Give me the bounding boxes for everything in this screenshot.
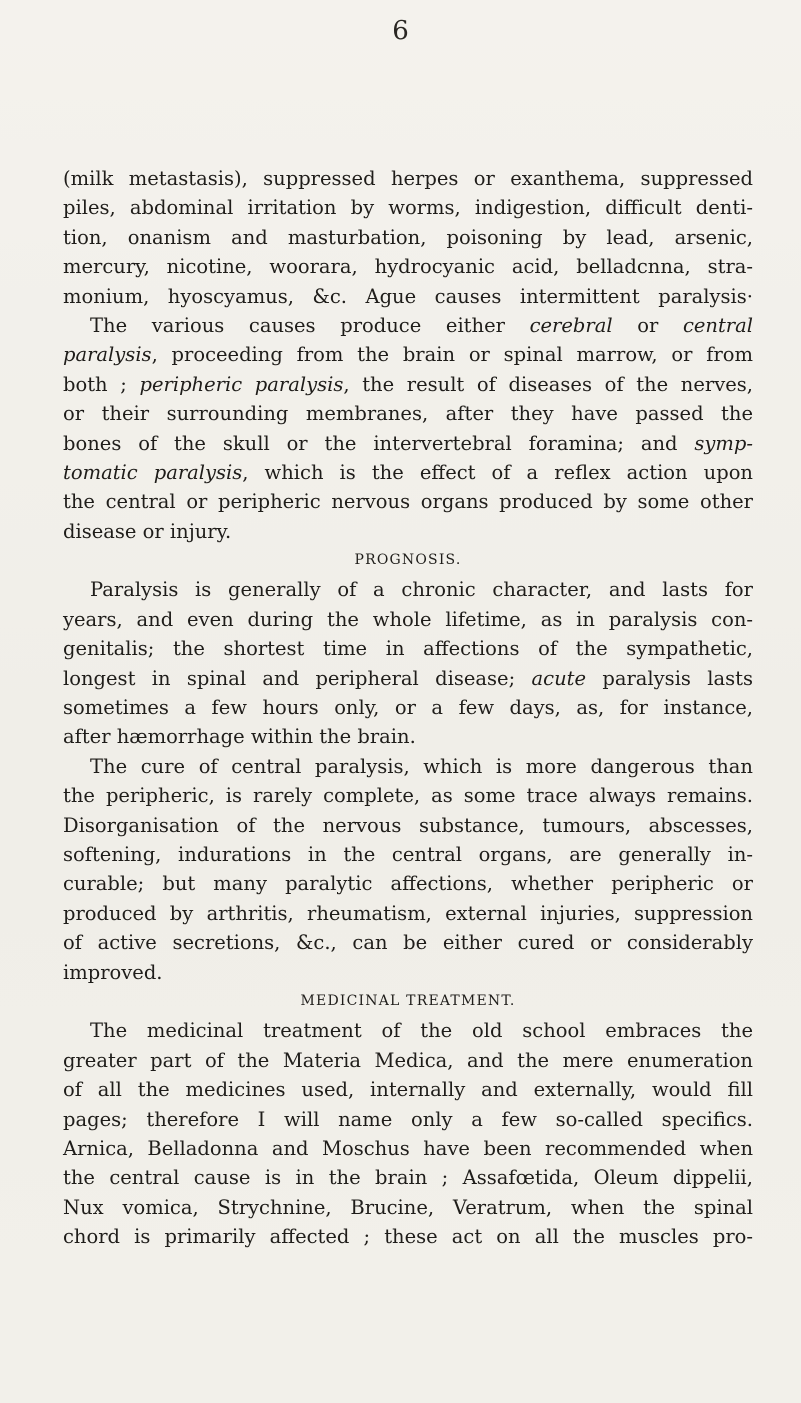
italic-text: peripheric paralysis <box>139 372 344 396</box>
text-line <box>63 487 753 516</box>
text-line <box>63 370 753 399</box>
text-segment: , which is the effect of a reflex action upon <box>242 460 753 484</box>
text-segment: longest in spinal and peripheral disease; <box>63 666 532 690</box>
text-segment: genitalis; the shortest time in affections of the sympathetic, <box>63 637 753 661</box>
text-line <box>63 840 753 869</box>
text-segment: The various causes produce either <box>90 313 530 337</box>
text-segment: of all the medicines used, internally and externally, would fill <box>63 1078 753 1102</box>
text-segment: after hæmorrhage within the brain. <box>63 725 416 749</box>
text-segment: , proceeding from the brain or spinal marrow, or from <box>151 343 753 367</box>
text-line <box>63 693 753 722</box>
text-line <box>63 722 753 751</box>
text-line <box>63 399 753 428</box>
text-segment: tion, onanism and masturbation, poisoning by lead, arsenic, <box>63 225 753 249</box>
text-line <box>63 340 753 369</box>
italic-text: central <box>682 313 753 337</box>
text-line <box>63 1134 753 1163</box>
text-line <box>63 1222 753 1251</box>
text-line <box>63 223 753 252</box>
text-line <box>63 282 753 311</box>
text-segment: pages; therefore I will name only a few so-called specifics. <box>63 1107 753 1131</box>
text-line <box>63 429 753 458</box>
text-segment: or <box>612 313 683 337</box>
text-segment: the central or peripheric nervous organs produced by some other <box>63 490 753 514</box>
text-segment: produced by arthritis, rheumatism, external injuries, suppression <box>63 901 753 925</box>
text-line <box>63 958 753 987</box>
text-segment: Disorganisation of the nervous substance, tumours, abscesses, <box>63 813 753 837</box>
text-line <box>63 252 753 281</box>
text-line <box>63 752 753 781</box>
text-segment: or their surrounding membranes, after they have passed the <box>63 402 753 426</box>
text-segment: The medicinal treatment of the old school embraces the <box>90 1019 753 1043</box>
text-segment: the peripheric, is rarely complete, as some trace always remains. <box>63 784 753 808</box>
text-line <box>63 1193 753 1222</box>
text-segment: , the result of diseases of the nerves, <box>343 372 753 396</box>
text-segment: piles, abdominal irritation by worms, indigestion, difficult denti- <box>63 196 753 220</box>
text-line <box>63 781 753 810</box>
text-line <box>63 664 753 693</box>
text-segment: Paralysis is generally of a chronic character, and lasts for <box>90 578 753 602</box>
text-segment: paralysis lasts <box>586 666 754 690</box>
italic-text: cerebral <box>529 313 613 337</box>
section-heading: MEDICINAL TREATMENT. <box>300 992 516 1009</box>
text-line <box>63 575 753 604</box>
text-line <box>63 811 753 840</box>
text-segment: chord is primarily affected ; these act on all the muscles pro- <box>63 1225 753 1249</box>
text-line <box>63 458 753 487</box>
text-segment: years, and even during the whole lifetime, as in paralysis con- <box>63 607 753 631</box>
text-line <box>63 1075 753 1104</box>
text-line <box>63 193 753 222</box>
text-segment: improved. <box>63 960 163 984</box>
text-line <box>63 1016 753 1045</box>
text-segment: mercury, nicotine, woorara, hydrocyanic acid, belladcnna, stra- <box>63 255 753 279</box>
italic-text: paralysis <box>63 343 152 367</box>
text-segment: curable; but many paralytic affections, whether peripheric or <box>63 872 753 896</box>
text-line <box>63 634 753 663</box>
text-line <box>63 1105 753 1134</box>
text-segment: (milk metastasis), suppressed herpes or exanthema, suppressed <box>63 167 753 190</box>
text-line <box>63 869 753 898</box>
text-segment: sometimes a few hours only, or a few days, as, for instance, <box>63 696 753 720</box>
text-segment: bones of the skull or the intervertebral foramina; and <box>63 431 695 455</box>
text-line <box>63 164 753 193</box>
text-segment: both ; <box>63 372 140 396</box>
italic-text: tomatic paralysis <box>63 460 243 484</box>
text-segment: Arnica, Belladonna and Moschus have been recommended when <box>63 1136 753 1160</box>
text-segment: Nux vomica, Strychnine, Brucine, Veratrum, when the spinal <box>63 1195 753 1219</box>
italic-text: symp- <box>694 431 753 455</box>
body-text <box>63 164 753 1251</box>
text-line <box>63 311 753 340</box>
text-segment: disease or injury. <box>63 519 232 543</box>
text-line <box>63 605 753 634</box>
text-segment: softening, indurations in the central organs, are generally in- <box>63 842 753 866</box>
text-line <box>63 1163 753 1192</box>
text-line <box>63 1046 753 1075</box>
text-segment: The cure of central paralysis, which is more dangerous than <box>90 754 753 778</box>
text-segment: of active secretions, &c., can be either cured or considerably <box>63 931 753 955</box>
text-segment: monium, hyoscyamus, &c. Ague causes intermittent paralysis· <box>63 284 753 308</box>
text-segment: greater part of the Materia Medica, and the mere enumeration <box>63 1048 753 1072</box>
text-line <box>63 928 753 957</box>
text-segment: the central cause is in the brain ; Assafœtida, Oleum dippelii, <box>63 1166 753 1190</box>
text-line <box>63 517 753 546</box>
text-line <box>63 899 753 928</box>
section-heading: PROGNOSIS. <box>354 552 462 569</box>
page-number: 6 <box>392 16 409 46</box>
italic-text: acute <box>531 666 587 690</box>
